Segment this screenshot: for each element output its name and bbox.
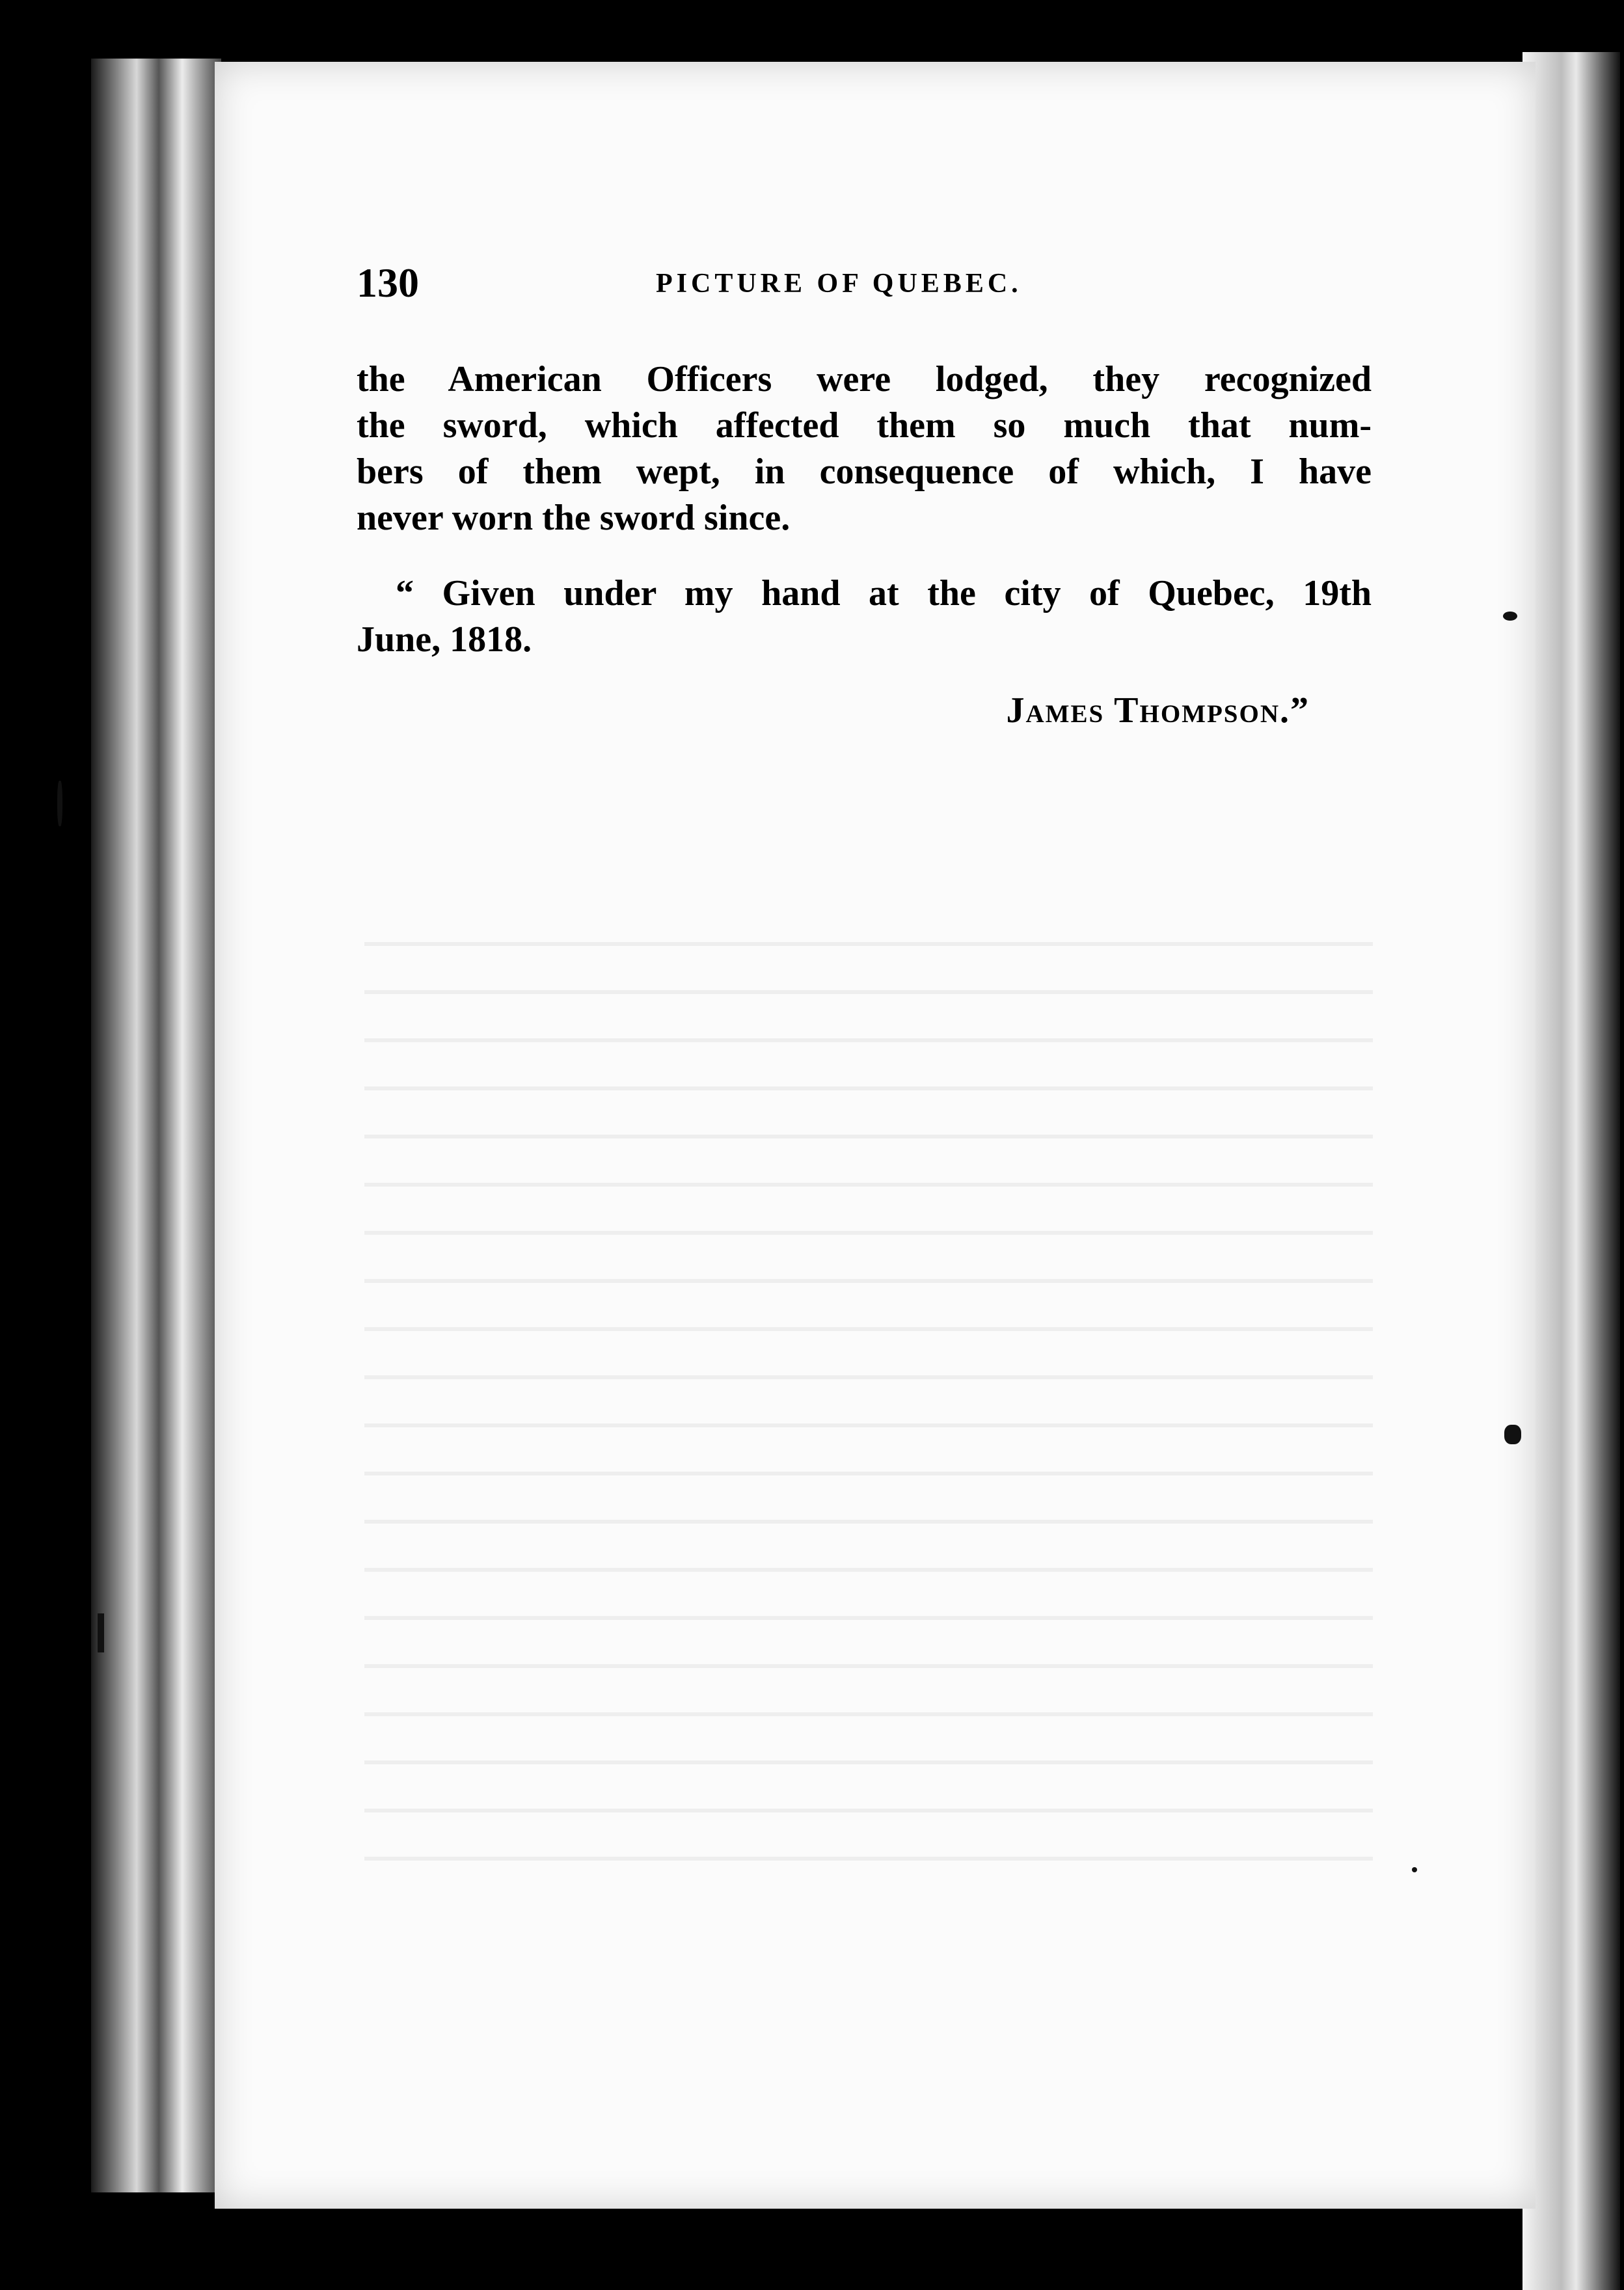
page-number: 130 [357,260,419,306]
margin-speck [1503,612,1517,621]
margin-speck [1412,1867,1417,1872]
text-line: the sword, which affected them so much that num- [357,405,1372,446]
signature: James Thompson.” [1006,690,1310,731]
text-line: bers of them wept, in consequence of which, I have [357,451,1372,492]
margin-speck [57,781,62,826]
right-page-edge [1522,52,1620,2290]
margin-speck [98,1613,104,1652]
text-line: June, 1818. [357,619,532,660]
running-head: PICTURE OF QUEBEC. [656,269,1022,299]
margin-speck [1504,1425,1521,1444]
left-page-binding [91,59,221,2192]
text-line: “ Given under my hand at the city of Quebec, 19th [396,573,1372,613]
text-line: the American Officers were lodged, they recognized [357,359,1372,399]
page-body-text [357,357,1372,734]
page-header [357,259,1372,317]
text-line: never worn the sword since. [357,498,791,538]
